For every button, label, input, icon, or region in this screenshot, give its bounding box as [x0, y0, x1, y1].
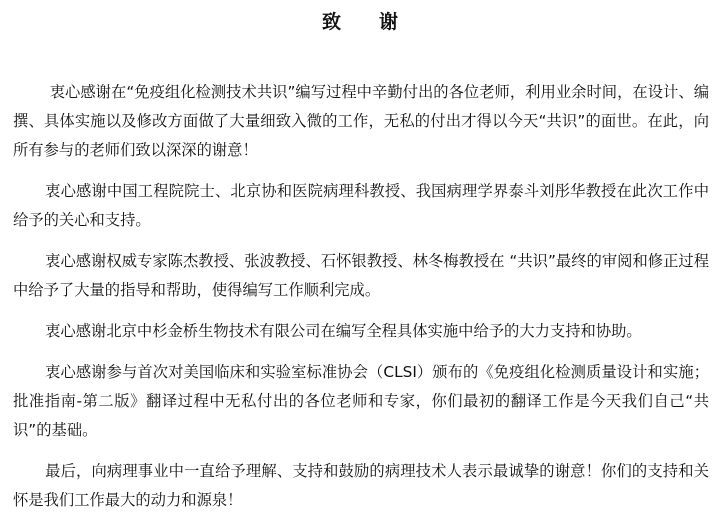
paragraph-5: 衷心感谢参与首次对美国临床和实验室标准协会（CLSI）颁布的《免疫组化检测质量设计和实施；批准指南-第二版》翻译过程中无私付出的各位老师和专家，你们最初的翻译工作是今天我们自己“共识”的基础。	[13, 363, 709, 439]
paragraph-2: 衷心感谢中国工程院院士、北京协和医院病理科教授、我国病理学界泰斗刘彤华教授在此次工作中给予的关心和支持。	[13, 182, 709, 229]
paragraph-6: 最后，向病理事业中一直给予理解、支持和鼓励的病理技术人表示最诚挚的谢意！你们的支持和关怀是我们工作最大的动力和源泉！	[13, 462, 709, 509]
paragraph-1: 衷心感谢在“免疫组化检测技术共识”编写过程中辛勤付出的各位老师，利用业余时间，在设计、编撰、具体实施以及修改方面做了大量细致入微的工作，无私的付出才得以今天“共识”的面世。在此，向所有参与的老师们致以深深的谢意！	[13, 83, 709, 159]
page-title: 致 谢	[321, 11, 398, 33]
acknowledgements-body	[13, 78, 709, 515]
paragraph-4: 衷心感谢北京中杉金桥生物技术有限公司在编写全程具体实施中给予的大力支持和协助。	[45, 322, 642, 340]
paragraph-3: 衷心感谢权威专家陈杰教授、张波教授、石怀银教授、林冬梅教授在 “共识”最终的审阅和修正过程中给予了大量的指导和帮助，使得编写工作顺利完成。	[13, 252, 709, 299]
